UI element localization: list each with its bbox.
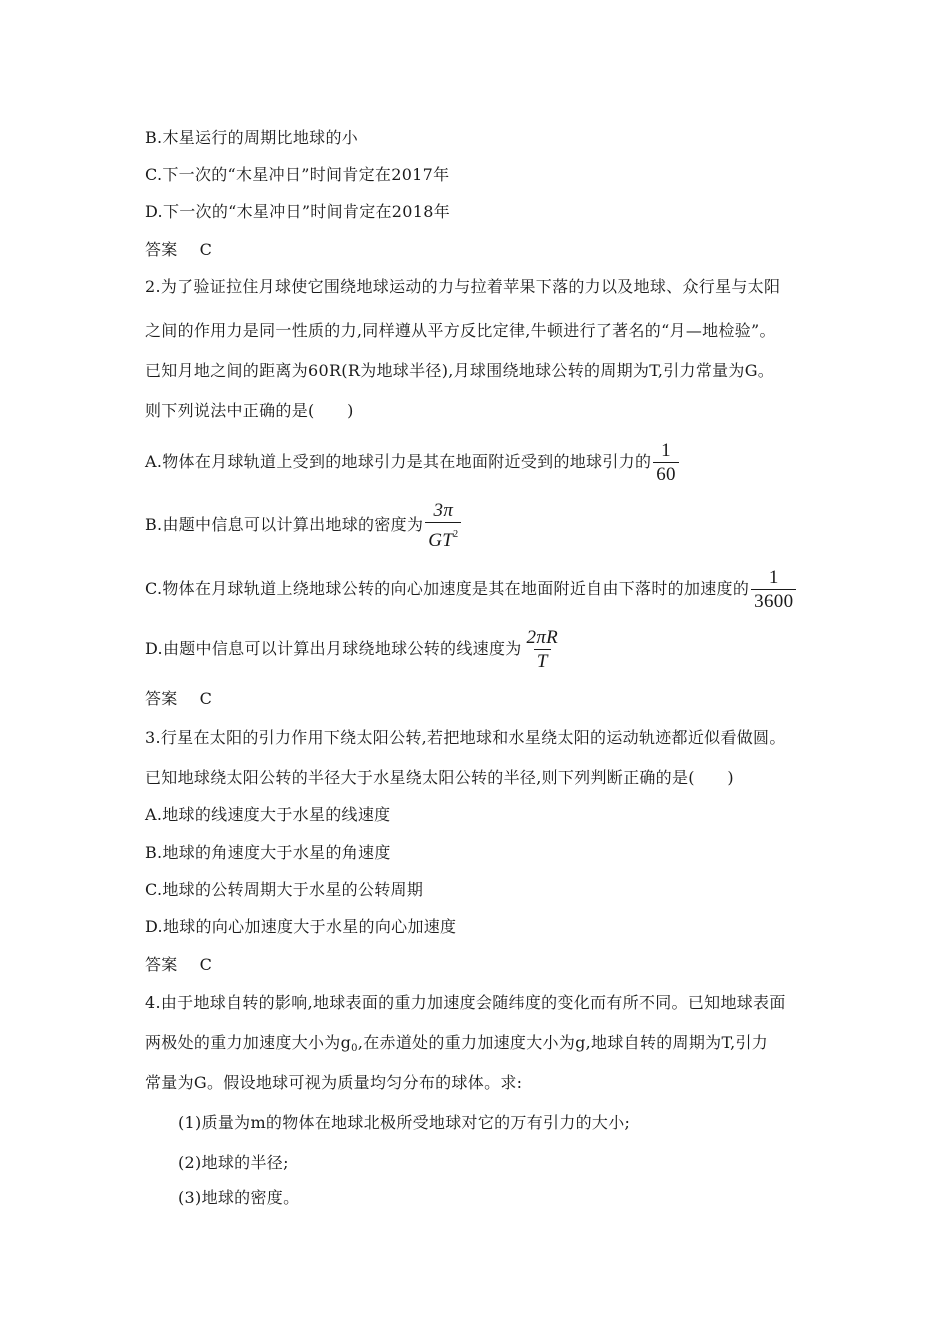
q2-option-b xyxy=(145,500,461,551)
fraction-one-3600th xyxy=(751,567,796,612)
answer-value: C xyxy=(199,955,213,974)
q3-option-d: D.地球的向心加速度大于水星的向心加速度 xyxy=(145,917,457,936)
q1-option-b: B.木星运行的周期比地球的小 xyxy=(145,128,359,147)
q3-answer xyxy=(145,955,212,975)
answer-value: C xyxy=(199,240,213,259)
fraction-denominator: $GT^2$ xyxy=(425,522,461,551)
fraction-denominator: 3600 xyxy=(751,589,796,612)
answer-label: 答案 xyxy=(145,689,178,708)
q4-stem-line3: 常量为G。假设地球可视为质量均匀分布的球体。求: xyxy=(145,1073,523,1092)
q4-part1: (1)质量为m的物体在地球北极所受地球对它的万有引力的大小; xyxy=(178,1113,631,1132)
q4-part2: (2)地球的半径; xyxy=(178,1153,289,1172)
q2-option-a xyxy=(145,440,679,485)
fraction-one-sixtieth xyxy=(653,440,679,485)
option-c-text: C.物体在月球轨道上绕地球公转的向心加速度是其在地面附近自由下落时的加速度的 xyxy=(145,579,750,598)
q1-option-c: C.下一次的“木星冲日”时间肯定在2017年 xyxy=(145,165,450,184)
q2-stem-line3: 已知月地之间的距离为60R(R为地球半径),月球围绕地球公转的周期为T,引力常量为G。 xyxy=(145,361,775,380)
fraction-linear-velocity xyxy=(524,627,562,672)
q3-stem-line2: 已知地球绕太阳公转的半径大于水星绕太阳公转的半径,则下列判断正确的是( ) xyxy=(145,768,734,787)
option-b-text: B.由题中信息可以计算出地球的密度为 xyxy=(145,515,424,534)
answer-label: 答案 xyxy=(145,955,178,974)
fraction-denominator: 60 xyxy=(653,462,679,485)
q1-option-d: D.下一次的“木星冲日”时间肯定在2018年 xyxy=(145,202,451,221)
q2-option-c xyxy=(145,567,796,612)
q2-stem-line1: 2.为了验证拉住月球使它围绕地球运动的力与拉着苹果下落的力以及地球、众行星与太阳 xyxy=(145,277,781,296)
q4-part3: (3)地球的密度。 xyxy=(178,1188,300,1207)
answer-label: 答案 xyxy=(145,240,178,259)
q2-stem-line4: 则下列说法中正确的是( ) xyxy=(145,401,354,420)
fraction-numerator: 2πR xyxy=(526,627,559,648)
q3-stem-line1: 3.行星在太阳的引力作用下绕太阳公转,若把地球和水星绕太阳的运动轨迹都近似看做圆。 xyxy=(145,728,786,747)
fraction-density xyxy=(425,500,461,551)
fraction-numerator: 3π xyxy=(433,500,454,521)
fraction-numerator: 1 xyxy=(661,440,671,461)
option-d-text: D.由题中信息可以计算出月球绕地球公转的线速度为 xyxy=(145,639,522,658)
q4-stem-line1: 4.由于地球自转的影响,地球表面的重力加速度会随纬度的变化而有所不同。已知地球表面 xyxy=(145,993,786,1012)
q2-stem-line2: 之间的作用力是同一性质的力,同样遵从平方反比定律,牛顿进行了著名的“月—地检验”。 xyxy=(145,321,776,340)
q4-stem-line2: 两极处的重力加速度大小为$g_0$,在赤道处的重力加速度大小为g,地球自转的周期为T,引力 xyxy=(145,1033,769,1054)
q3-option-c: C.地球的公转周期大于水星的公转周期 xyxy=(145,880,424,899)
option-a-text: A.物体在月球轨道上受到的地球引力是其在地面附近受到的地球引力的 xyxy=(145,452,652,471)
q2-option-d xyxy=(145,627,561,672)
q2-answer xyxy=(145,689,212,709)
q1-answer xyxy=(145,240,212,260)
q3-option-a: A.地球的线速度大于水星的线速度 xyxy=(145,805,391,824)
fraction-numerator: 1 xyxy=(768,567,779,588)
fraction-denominator: T xyxy=(534,649,551,672)
answer-value: C xyxy=(199,689,213,708)
q3-option-b: B.地球的角速度大于水星的角速度 xyxy=(145,843,391,862)
